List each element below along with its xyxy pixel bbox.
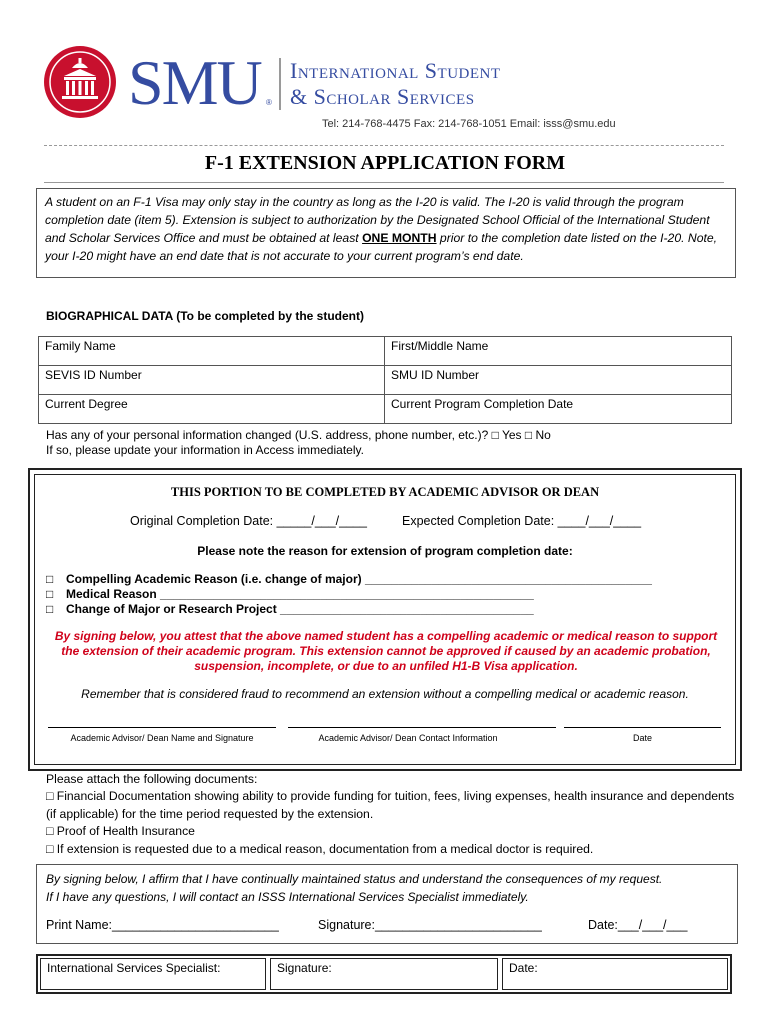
smu-seal-logo	[44, 46, 116, 118]
student-signature-field[interactable]: Signature:________________________	[318, 918, 542, 932]
first-middle-name-field[interactable]: First/Middle Name	[385, 337, 732, 366]
checkbox-icon[interactable]: □	[46, 572, 54, 586]
current-degree-field[interactable]: Current Degree	[39, 395, 385, 424]
dept-name-line2: & Scholar Services	[290, 84, 475, 109]
attach-financial-item[interactable]: □ Financial Documentation showing ability to provide funding for tuition, fees, living expenses, health insurance and dependents (if applicable) for the time period requested by the extension.	[46, 789, 735, 821]
advisor-contact-label: Academic Advisor/ Dean Contact Information	[318, 733, 498, 743]
info-changed-question[interactable]: Has any of your personal information changed (U.S. address, phone number, etc.)? □ Yes □ No If so, please update your information in Access immediately.	[46, 428, 551, 457]
option-academic-reason[interactable]: □ Compelling Academic Reason (i.e. change of major) ___________________________________________	[46, 572, 652, 586]
attachments-list	[46, 771, 736, 858]
attach-medical-item[interactable]: □ If extension is requested due to a medical reason, documentation from a medical doctor is required.	[46, 841, 594, 856]
advisor-section-title: THIS PORTION TO BE COMPLETED BY ACADEMIC ADVISOR OR DEAN	[170, 485, 600, 499]
option-medical-reason[interactable]: □ Medical Reason ________________________________________________________	[46, 587, 534, 601]
checkbox-icon[interactable]: □	[46, 602, 54, 616]
print-name-field[interactable]: Print Name:________________________	[46, 918, 279, 932]
update-access-note: If so, please update your information in Access immediately.	[46, 443, 364, 457]
dallas-hall-icon	[44, 46, 116, 118]
intro-notice: A student on an F-1 Visa may only stay in the country as long as the I-20 is valid. The I-20 is valid through the program completion date (item 5). Extension is subject to authorization by the Designated School Official of the International Student and Scholar Services Office and must be obtained at least ONE MONTH prior to the completion date listed on the I-20. Note, your I-20 might have an end date that is not accurate to your current program’s end date.	[36, 188, 736, 278]
advisor-contact-line[interactable]	[288, 727, 556, 728]
smu-id-field[interactable]: SMU ID Number	[385, 366, 732, 395]
registered-mark: ®	[266, 98, 272, 107]
bio-table	[38, 336, 732, 424]
checkbox-icon[interactable]: □	[46, 587, 54, 601]
option-change-of-major[interactable]: □ Change of Major or Research Project ______________________________________	[46, 602, 534, 616]
specialist-date-field[interactable]: Date:	[502, 958, 728, 990]
title-rule	[44, 182, 724, 183]
dept-name-line1: International Student	[290, 58, 501, 83]
form-title: F-1 EXTENSION APPLICATION FORM	[204, 152, 566, 174]
contact-info: Tel: 214-768-4475 Fax: 214-768-1051 Email: isss@smu.edu	[322, 118, 616, 130]
attachments-intro: Please attach the following documents:	[46, 772, 258, 786]
student-date-field[interactable]: Date:___/___/___	[588, 918, 688, 932]
advisor-date-line[interactable]	[564, 727, 721, 728]
bio-section-title: BIOGRAPHICAL DATA (To be completed by the student)	[46, 309, 364, 323]
smu-wordmark: SMU	[128, 47, 261, 118]
advisor-signature-label: Academic Advisor/ Dean Name and Signature	[70, 733, 254, 743]
student-affirmation: By signing below, I affirm that I have continually maintained status and understand the consequences of my request. If I have any questions, I will contact an ISSS International Services Specialist immediately.	[46, 872, 663, 904]
advisor-date-label: Date	[632, 733, 652, 743]
table-row	[39, 366, 732, 395]
original-completion-date-field[interactable]: Original Completion Date: _____/___/____	[130, 514, 367, 528]
specialist-name-field[interactable]: International Services Specialist:	[40, 958, 266, 990]
table-row	[39, 337, 732, 366]
family-name-field[interactable]: Family Name	[39, 337, 385, 366]
advisor-signature-line[interactable]	[48, 727, 276, 728]
completion-date-field[interactable]: Current Program Completion Date	[385, 395, 732, 424]
reason-instruction: Please note the reason for extension of program completion date:	[197, 544, 573, 558]
fraud-notice: Remember that is considered fraud to recommend an extension without a compelling medical or academic reason.	[81, 687, 689, 701]
one-month-emphasis: ONE MONTH	[362, 231, 437, 245]
header-divider	[279, 58, 281, 110]
attestation-warning: By signing below, you attest that the above named student has a compelling academic or medical reason to support the extension of their academic program. This extension cannot be approved if caused by an academic probation, suspension, incomplete, or due to an unfiled H1-B Visa application.	[54, 629, 718, 673]
header-rule	[44, 145, 724, 146]
specialist-signature-field[interactable]: Signature:	[270, 958, 498, 990]
attach-insurance-item[interactable]: □ Proof of Health Insurance	[46, 824, 195, 839]
expected-completion-date-field[interactable]: Expected Completion Date: ____/___/____	[402, 514, 642, 528]
table-row	[39, 395, 732, 424]
sevis-id-field[interactable]: SEVIS ID Number	[39, 366, 385, 395]
